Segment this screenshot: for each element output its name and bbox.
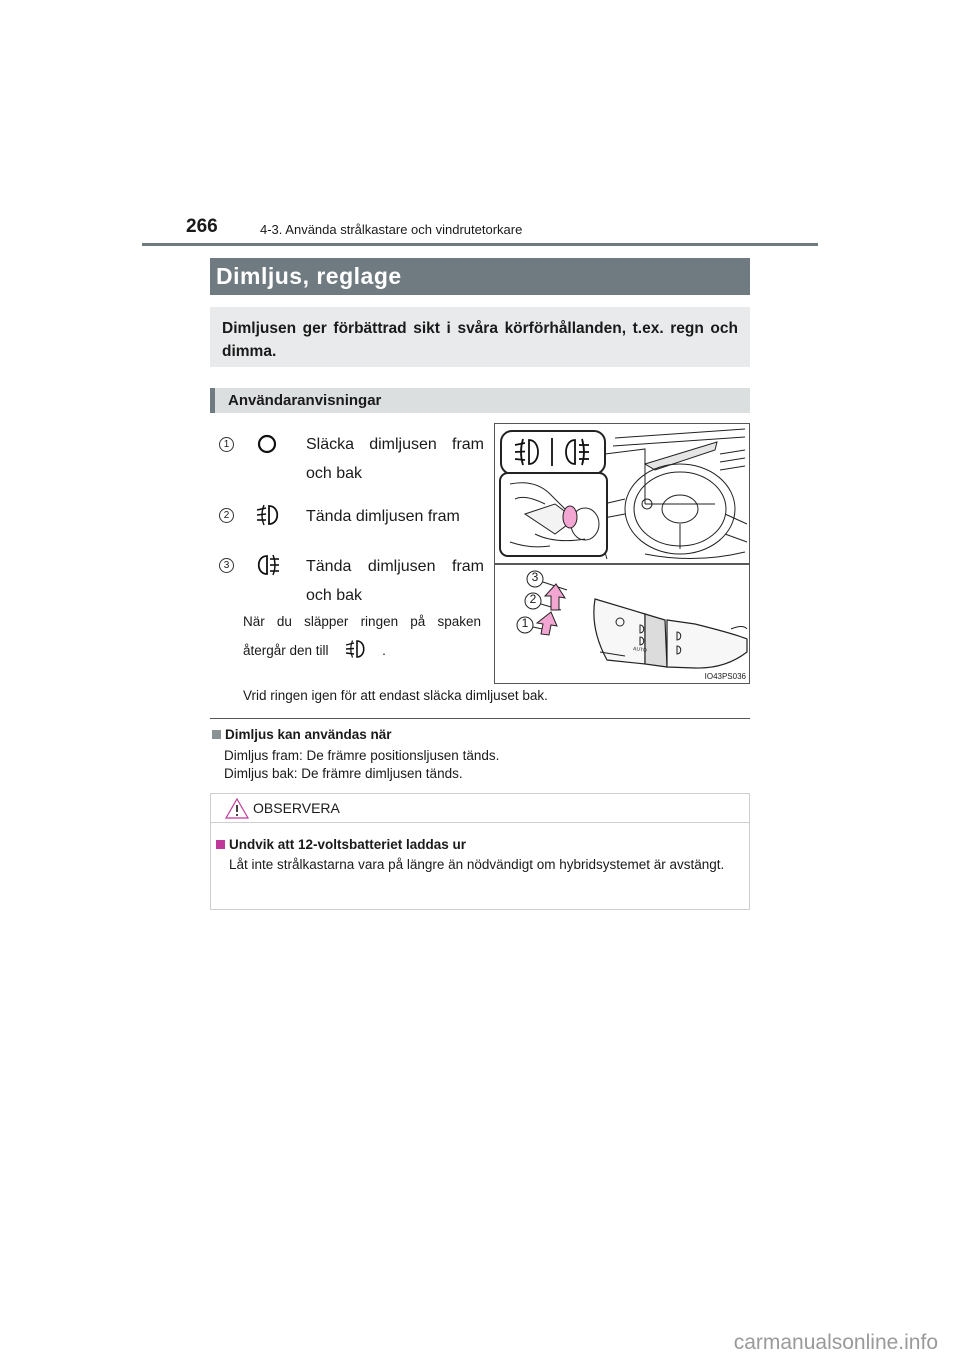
item-1-text-line1: Släcka dimljusen fram: [306, 436, 484, 453]
fog-light-switch-illustration: [494, 423, 750, 684]
intro-text: Dimljusen ger förbättrad sikt i svåra körförhållanden, t.ex. regn och dimma.: [210, 307, 750, 367]
section-divider: [210, 718, 750, 719]
fog-light-off-icon: [256, 433, 278, 455]
usage-line-2: Dimljus bak: De främre dimljusen tänds.: [224, 766, 463, 781]
caution-text: Låt inte strålkastarna vara på längre än nödvändigt om hybridsystemet är avstängt.: [229, 857, 725, 872]
caution-label: OBSERVERA: [253, 800, 340, 816]
dashboard-and-lever-drawing: [495, 424, 749, 683]
square-bullet-icon: [212, 730, 221, 739]
release-note-suffix: .: [382, 643, 386, 658]
item-number-2: 2: [219, 508, 234, 523]
usage-title: [212, 727, 392, 742]
callout-2: 2: [529, 592, 537, 606]
warning-triangle-icon: [224, 797, 250, 820]
release-note-line1: När du släpper ringen på spaken: [243, 614, 481, 629]
figure-code: IO43PS036: [704, 672, 746, 681]
item-1-text-line2: och bak: [306, 465, 363, 482]
switch-auto-label: AUTO: [632, 646, 648, 654]
square-bullet-icon: [216, 840, 225, 849]
callout-1: 1: [521, 616, 529, 630]
front-fog-light-icon: [254, 503, 282, 527]
release-note-prefix: återgår den till: [243, 643, 329, 658]
item-3-text-line2: och bak: [306, 587, 363, 604]
section-title: Dimljus, reglage: [210, 258, 750, 295]
page-number: 266: [186, 216, 218, 237]
watermark: carmanualsonline.info: [733, 1331, 938, 1354]
usage-line-1: Dimljus fram: De främre positionsljusen tänds.: [224, 748, 500, 763]
item-2-text-line1: Tända dimljusen fram: [306, 508, 460, 525]
chapter-title: 4-3. Använda strålkastare och vindrutetorkare: [260, 222, 523, 237]
item-3-text-line1: Tända dimljusen fram: [306, 558, 484, 575]
callout-3: 3: [531, 570, 539, 584]
sub-heading: Användaranvisningar: [210, 388, 750, 413]
caution-separator: [211, 822, 749, 823]
rotate-again-note: Vrid ringen igen för att endast släcka dimljuset bak.: [243, 688, 548, 703]
usage-title-text: Dimljus kan användas när: [225, 727, 392, 742]
item-number-1: 1: [219, 437, 234, 452]
item-number-3: 3: [219, 558, 234, 573]
front-fog-light-icon: [344, 639, 368, 659]
caution-title-text: Undvik att 12-voltsbatteriet laddas ur: [229, 837, 467, 852]
header-rule: [142, 243, 818, 246]
release-note-line2: [243, 636, 386, 665]
rear-fog-light-icon: [254, 553, 282, 577]
caution-title: [216, 837, 466, 852]
